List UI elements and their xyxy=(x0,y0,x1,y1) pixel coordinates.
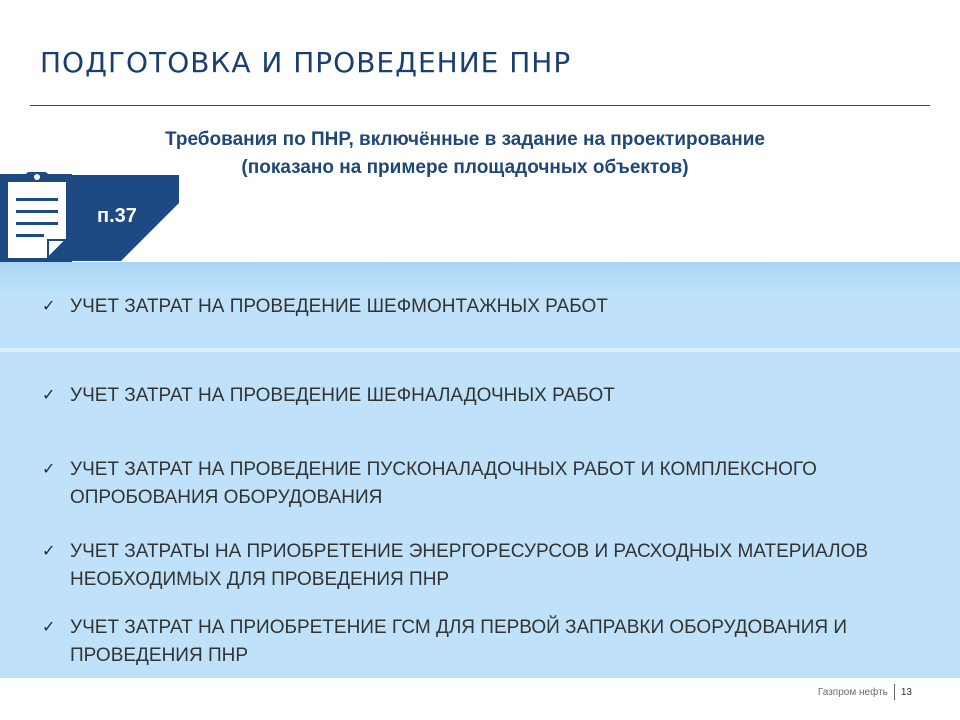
list-item xyxy=(42,382,942,410)
footer-divider xyxy=(894,684,895,700)
reference-label: п.37 xyxy=(97,205,137,227)
slide-subtitle xyxy=(60,126,870,182)
title-divider xyxy=(30,105,930,106)
list-item-text: УЧЕТ ЗАТРАТ НА ПРИОБРЕТЕНИЕ ГСМ ДЛЯ ПЕРВОЙ ЗАПРАВКИ ОБОРУДОВАНИЯ И ПРОВЕДЕНИЯ ПНР xyxy=(70,617,848,666)
clipboard-icon xyxy=(0,172,80,262)
checkmark-icon: ✓ xyxy=(42,387,56,404)
checkmark-icon: ✓ xyxy=(42,543,56,560)
list-item-text: УЧЕТ ЗАТРАТ НА ПРОВЕДЕНИЕ ШЕФМОНТАЖНЫХ РАБОТ xyxy=(70,296,608,317)
list-item-text: УЧЕТ ЗАТРАТ НА ПРОВЕДЕНИЕ ШЕФНАЛАДОЧНЫХ РАБОТ xyxy=(70,385,615,406)
slide-title: ПОДГОТОВКА И ПРОВЕДЕНИЕ ПНР xyxy=(40,46,572,79)
company-name: Газпром нефть xyxy=(817,686,888,698)
list-item-text: УЧЕТ ЗАТРАТ НА ПРОВЕДЕНИЕ ПУСКОНАЛАДОЧНЫХ РАБОТ И КОМПЛЕКСНОГО ОПРОБОВАНИЯ ОБОРУДОВАНИЯ xyxy=(70,459,817,508)
subtitle-line-2: (показано на примере площадочных объектов) xyxy=(241,157,689,178)
checkmark-icon: ✓ xyxy=(42,461,56,478)
slide-footer xyxy=(818,684,912,700)
page-number: 13 xyxy=(900,686,912,698)
checkmark-icon: ✓ xyxy=(42,619,56,636)
list-item xyxy=(42,614,942,670)
subtitle-line-1: Требования по ПНР, включённые в задание на проектирование xyxy=(165,129,765,150)
list-item xyxy=(42,456,942,512)
reference-tab xyxy=(69,175,179,261)
list-item-text: УЧЕТ ЗАТРАТЫ НА ПРИОБРЕТЕНИЕ ЭНЕРГОРЕСУРСОВ И РАСХОДНЫХ МАТЕРИАЛОВ НЕОБХОДИМЫХ ДЛЯ ПРОВЕДЕНИЯ ПНР xyxy=(70,541,869,590)
list-item xyxy=(42,538,942,594)
checkmark-icon: ✓ xyxy=(42,298,56,315)
list-item xyxy=(42,293,942,321)
